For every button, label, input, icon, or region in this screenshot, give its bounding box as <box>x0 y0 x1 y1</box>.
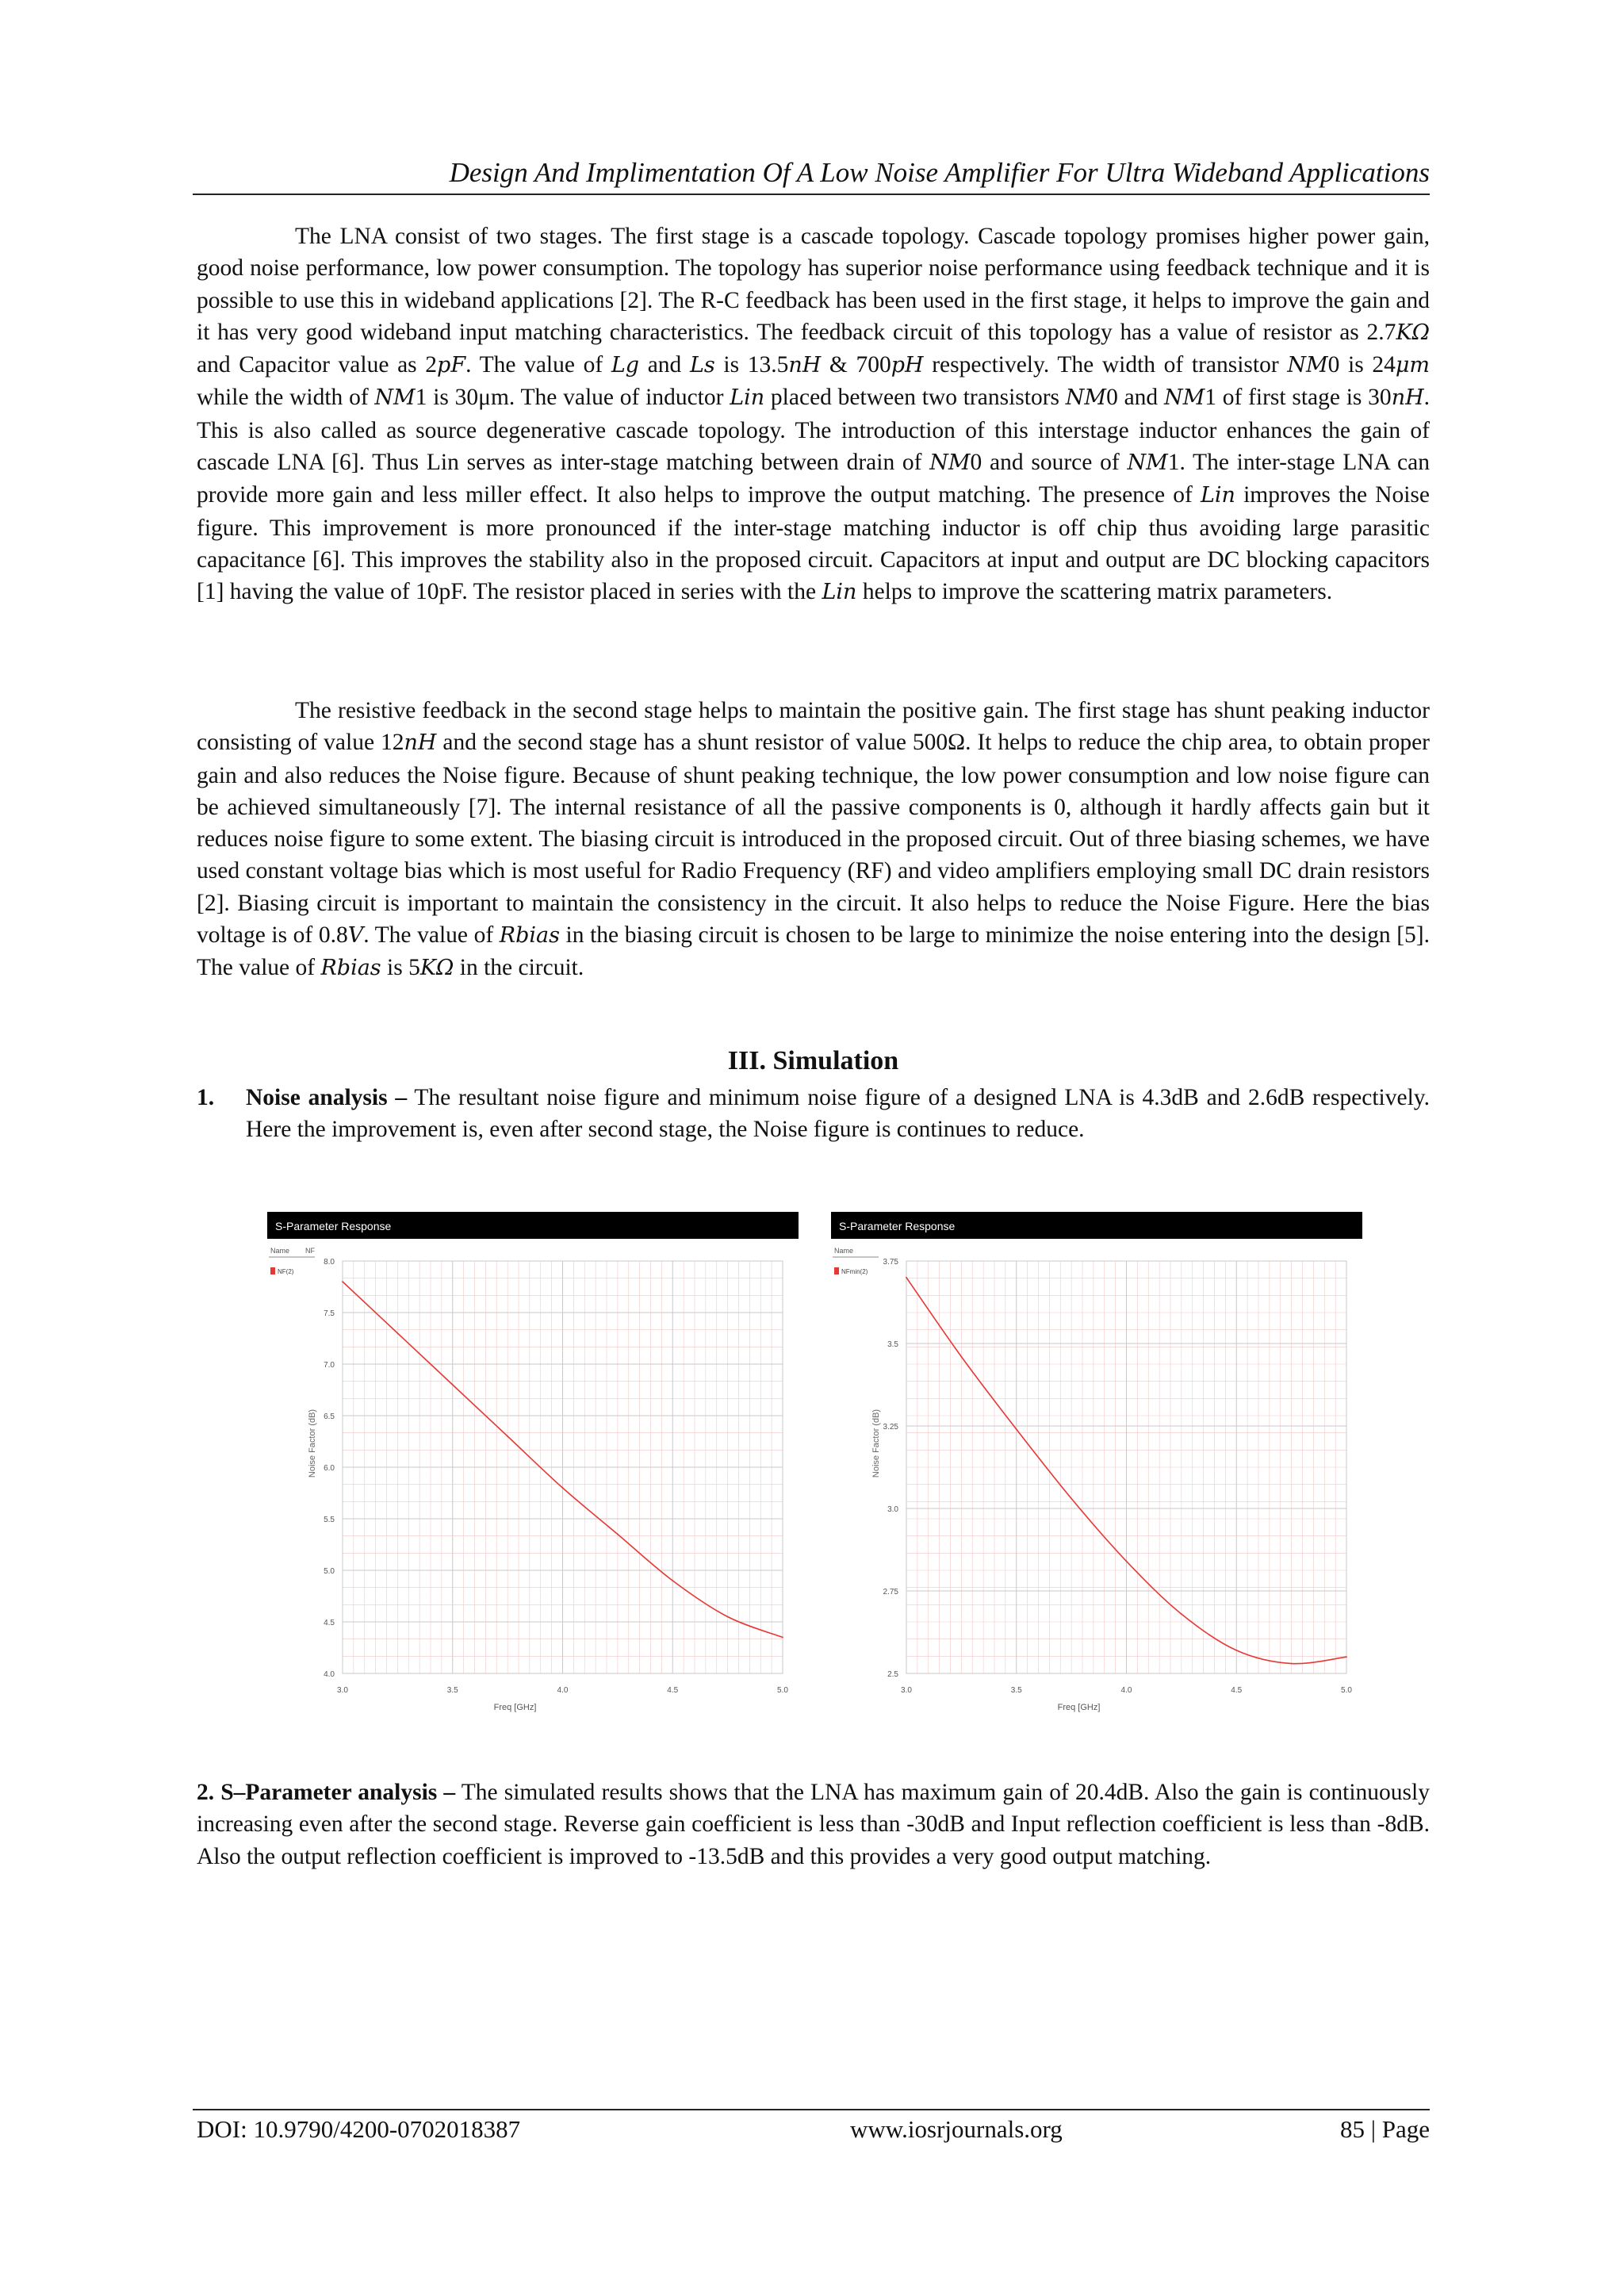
data-point <box>672 1580 673 1581</box>
data-point <box>562 1487 564 1489</box>
data-point <box>906 1277 907 1278</box>
x-tick-label: 3.0 <box>337 1686 348 1695</box>
header-rule <box>193 194 1430 195</box>
x-axis-label: Freq [GHz] <box>1057 1703 1101 1712</box>
x-tick-label: 4.0 <box>557 1686 569 1695</box>
data-point <box>1071 1498 1072 1500</box>
y-tick-label: 3.0 <box>887 1505 898 1514</box>
y-axis-label: Noise Factor (dB) <box>308 1409 317 1478</box>
noise-analysis-text: Noise analysis – The resultant noise figure and minimum noise figure of a designed LNA is 4.3dB and 2.6dB respectively. Here the improvement is, even after second stage, the Noise figure is continues to reduce. <box>246 1085 1430 1143</box>
paragraph-1: The LNA consist of two stages. The first stage is a cascade topology. Cascade topology promises higher power gain, good noise performance, low power consumption. The topology has superior noise performance using feedback technique and it is possible to use this in wideband applications [2]. The R-C feedback has been used in the first stage, it helps to improve the gain and it has very good wideband input matching characteristics. The feedback circuit of this topology has a value of resistor as 2.7KΩ and Capacitor value as 2pF. The value of Lg and Ls is 13.5nH & 700pH respectively. The width of transistor NM0 is 24μm while the width of NM1 is 30μm. The value of inductor Lin placed between two transistors NM0 and NM1 of first stage is 30nH. This is also called as source degenerative cascade topology. The introduction of this interstage inductor enhances the gain of cascade LNA [6]. Thus Lin serves as inter-stage matching between drain of NM0 and source of NM1. The inter-stage LNA can provide more gain and less miller effect. It also helps to improve the output matching. The presence of Lin improves the Noise figure. This improvement is more pronounced if the inter-stage matching inductor is off chip thus avoiding large parasitic capacitance [6]. This improves the stability also in the proposed circuit. Capacitors at input and output are DC blocking capacitors [1] having the value of 10pF. The resistor placed in series with the Lin helps to improve the scattering matrix parameters. <box>197 224 1430 605</box>
x-tick-label: 4.5 <box>667 1686 679 1695</box>
data-point <box>1016 1428 1017 1430</box>
y-tick-label: 3.5 <box>887 1340 898 1349</box>
section-heading: III. Simulation <box>727 1046 899 1075</box>
y-tick-label: 7.0 <box>324 1361 335 1370</box>
noise-figure-chart <box>267 1212 799 1735</box>
y-tick-label: 5.0 <box>324 1567 335 1576</box>
data-point <box>1235 1650 1237 1651</box>
s-parameter-analysis: 2. S–Parameter analysis – The simulated results shows that the LNA has maximum gain of 20.4dB. Also the gain is continuously increasing even after the second stage. Reverse gain coefficient is less than -30dB and Input reflection coefficient is less than -8dB. Also the output reflection coefficient is improved to -13.5dB and this provides a very good output matching. <box>197 1780 1430 1869</box>
legend-entry: NFmin(2) <box>841 1268 868 1275</box>
paragraph-2: The resistive feedback in the second stage helps to maintain the positive gain. The first stage has shunt peaking inductor consisting of value 12nH and the second stage has a shunt resistor of value 500Ω. It helps to reduce the chip area, to obtain proper gain and also reduces the Noise figure. Because of shunt peaking technique, the low power consumption and low noise figure can be achieved simultaneously [7]. The internal resistance of all the passive components is 0, although it hardly affects gain but it reduces noise figure to some extent. The biasing circuit is introduced in the proposed circuit. Out of three biasing schemes, we have used constant voltage bias which is most useful for Radio Frequency (RF) and video amplifiers employing small DC drain resistors [2]. Biasing circuit is important to maintain the consistency in the circuit. It also helps to reduce the Noise Figure. Here the bias voltage is of 0.8V. The value of Rbias in the biasing circuit is chosen to be large to minimize the noise entering into the design [5]. The value of Rbias is 5KΩ in the circuit. <box>197 698 1430 981</box>
footer-doi: DOI: 10.9790/4200-0702018387 <box>197 2115 521 2143</box>
chart-title: S-Parameter Response <box>275 1220 392 1232</box>
y-tick-label: 5.5 <box>324 1516 335 1524</box>
footer-site: www.iosrjournals.org <box>850 2115 1063 2143</box>
y-tick-label: 6.0 <box>324 1464 335 1473</box>
y-tick-label: 4.0 <box>324 1670 335 1679</box>
x-axis-label: Freq [GHz] <box>493 1703 537 1712</box>
y-tick-label: 2.75 <box>883 1588 898 1596</box>
data-point <box>617 1534 619 1535</box>
legend-header: Name <box>270 1247 290 1255</box>
data-point <box>342 1281 343 1282</box>
data-point <box>452 1384 454 1386</box>
y-tick-label: 8.0 <box>324 1258 335 1267</box>
legend-entry: NF(2) <box>278 1268 294 1275</box>
x-tick-label: 5.0 <box>777 1686 788 1695</box>
y-tick-label: 3.75 <box>883 1258 898 1267</box>
y-tick-label: 4.5 <box>324 1619 335 1627</box>
legend-swatch <box>270 1267 275 1274</box>
data-point <box>1181 1613 1182 1615</box>
data-point <box>727 1616 729 1618</box>
noise-analysis-item <box>197 1082 1430 1146</box>
x-tick-label: 4.0 <box>1120 1686 1132 1695</box>
data-point <box>1291 1663 1293 1665</box>
x-tick-label: 3.0 <box>901 1686 912 1695</box>
legend-swatch <box>834 1267 839 1274</box>
data-point <box>1126 1561 1128 1562</box>
x-tick-label: 3.5 <box>446 1686 458 1695</box>
y-tick-label: 3.25 <box>883 1423 898 1432</box>
x-tick-label: 3.5 <box>1010 1686 1022 1695</box>
y-tick-label: 7.5 <box>324 1309 335 1318</box>
running-header: Design And Implimentation Of A Low Noise Amplifier For Ultra Wideband Applications <box>449 157 1430 188</box>
chart-title: S-Parameter Response <box>839 1220 956 1232</box>
y-tick-label: 6.5 <box>324 1412 335 1421</box>
data-point <box>960 1356 962 1358</box>
data-point <box>507 1435 508 1437</box>
data-point <box>396 1332 398 1334</box>
x-tick-label: 5.0 <box>1341 1686 1352 1695</box>
footer-rule <box>193 2109 1430 2110</box>
chart-svg <box>831 1212 1362 1735</box>
footer-page: 85 | Page <box>1340 2115 1430 2143</box>
data-point <box>782 1637 783 1639</box>
chart-svg <box>267 1212 799 1735</box>
min-noise-figure-chart <box>831 1212 1364 1735</box>
y-tick-label: 2.5 <box>887 1670 898 1679</box>
y-axis-label: Noise Factor (dB) <box>871 1409 881 1478</box>
data-point <box>1346 1656 1347 1658</box>
legend-header: NF <box>305 1247 315 1255</box>
list-number: 1. <box>197 1085 215 1110</box>
x-tick-label: 4.5 <box>1231 1686 1243 1695</box>
legend-header: Name <box>834 1247 854 1255</box>
